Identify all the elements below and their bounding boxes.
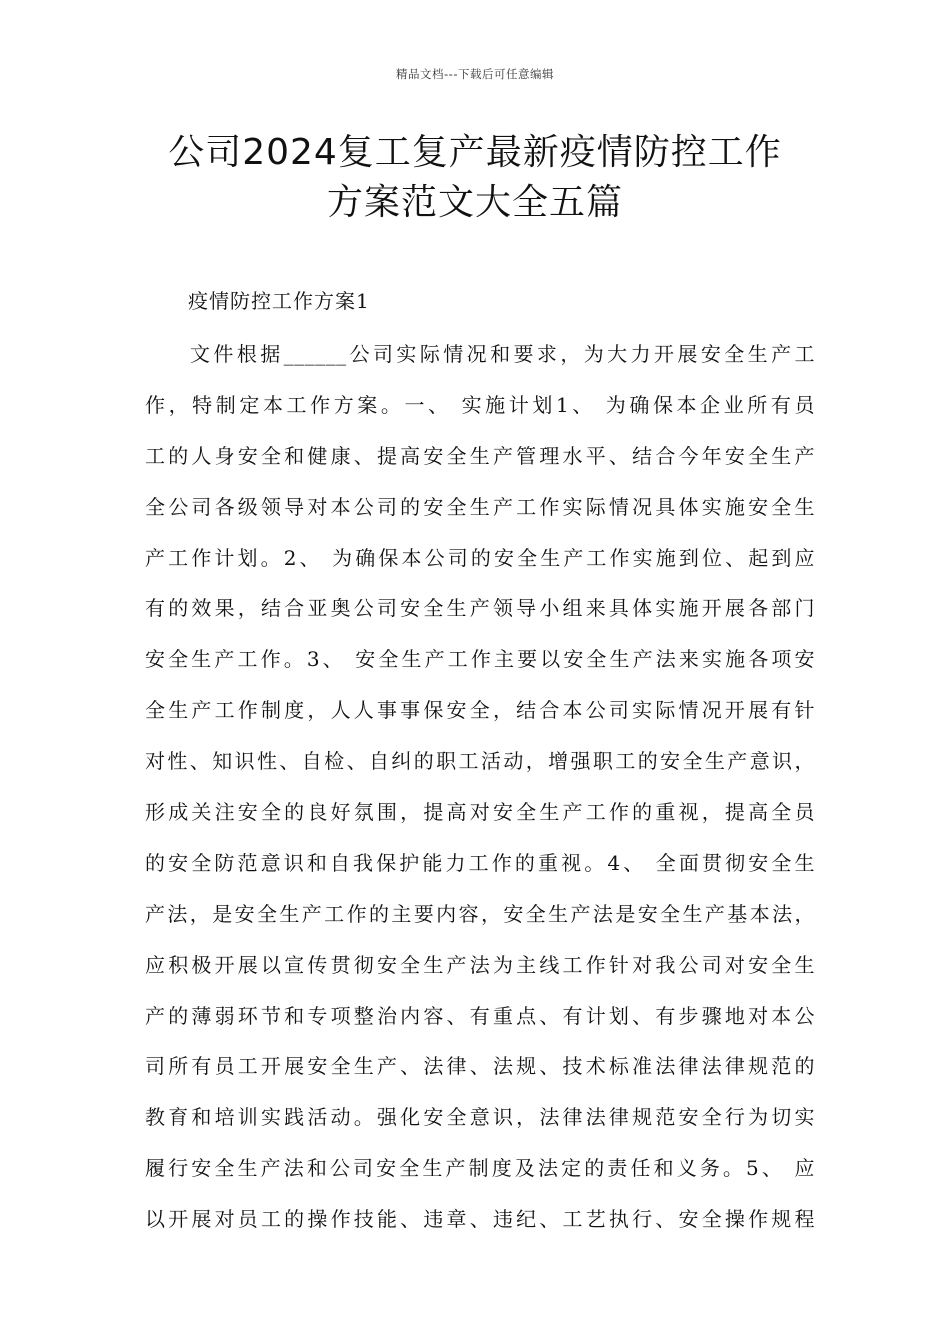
body-line: 以开展对员工的操作技能、违章、违纪、工艺执行、安全操作规程 bbox=[145, 1207, 815, 1232]
body-line: 应积极开展以宣传贯彻安全生产法为主线工作针对我公司对安全生 bbox=[145, 952, 815, 977]
document-title-line-2: 方案范文大全五篇 bbox=[326, 182, 623, 223]
body-line: 产法，是安全生产工作的主要内容，安全生产法是安全生产基本法， bbox=[145, 901, 815, 926]
body-line: 作，特制定本工作方案。一、 实施计划1、 为确保本企业所有员 bbox=[145, 392, 815, 417]
body-line: 文件根据______公司实际情况和要求，为大力开展安全生产工 bbox=[190, 342, 815, 366]
body-line: 的安全防范意识和自我保护能力工作的重视。4、 全面贯彻安全生 bbox=[145, 850, 815, 875]
body-line: 教育和培训实践活动。强化安全意识，法律法律规范安全行为切实 bbox=[145, 1105, 815, 1130]
document-title-line-1: 公司2024复工复产最新疫情防控工作 bbox=[168, 132, 782, 173]
header-note: 精品文档---下载后可任意编辑 bbox=[396, 67, 554, 81]
body-line: 产工作计划。2、 为确保本公司的安全生产工作实施到位、起到应 bbox=[145, 545, 815, 570]
document-title bbox=[100, 128, 850, 228]
body-line: 安全生产工作。3、 安全生产工作主要以安全生产法来实施各项安 bbox=[145, 647, 815, 672]
body-line: 工的人身安全和健康、提高安全生产管理水平、结合今年安全生产 bbox=[145, 443, 815, 468]
body-line: 履行安全生产法和公司安全生产制度及法定的责任和义务。5、 应 bbox=[145, 1156, 815, 1181]
body-line: 形成关注安全的良好氛围，提高对安全生产工作的重视，提高全员 bbox=[145, 800, 815, 825]
body-line: 司所有员工开展安全生产、法律、法规、技术标准法律法律规范的 bbox=[145, 1054, 815, 1079]
section-heading: 疫情防控工作方案1 bbox=[188, 289, 370, 313]
body-line: 对性、知识性、自检、自纠的职工活动，增强职工的安全生产意识， bbox=[145, 749, 815, 774]
body-line: 全公司各级领导对本公司的安全生产工作实际情况具体实施安全生 bbox=[145, 494, 815, 519]
body-line: 全生产工作制度，人人事事保安全，结合本公司实际情况开展有针 bbox=[145, 698, 815, 723]
body-line: 产的薄弱环节和专项整治内容、有重点、有计划、有步骤地对本公 bbox=[145, 1003, 815, 1028]
body-line: 有的效果，结合亚奥公司安全生产领导小组来具体实施开展各部门 bbox=[145, 596, 815, 621]
body-text bbox=[145, 336, 815, 1252]
